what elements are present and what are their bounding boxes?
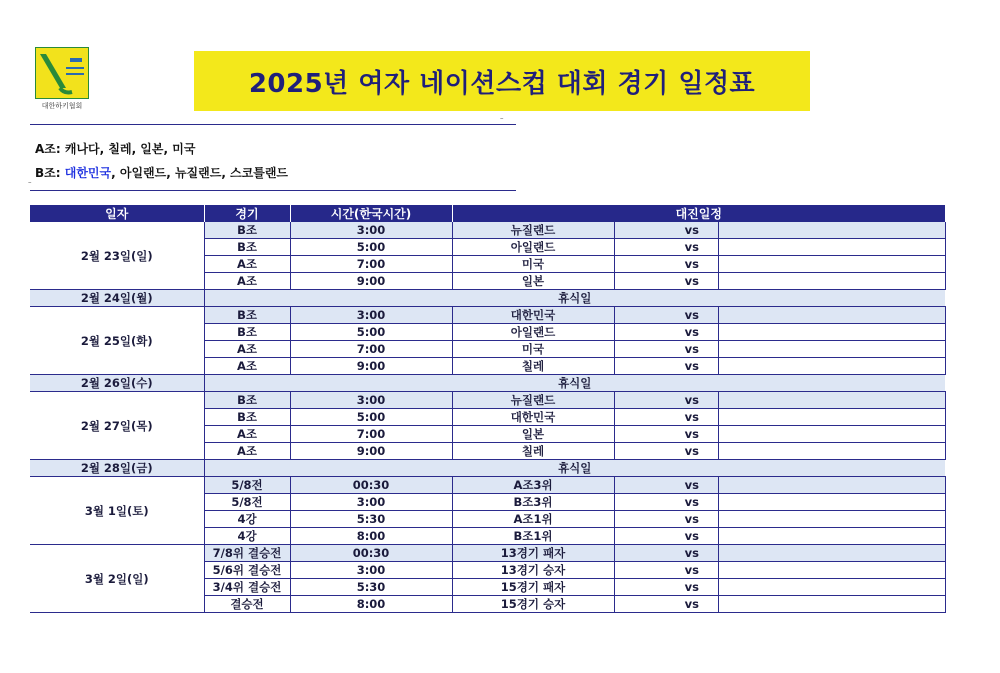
spacer-cell [614, 341, 666, 358]
vs-cell: vs [666, 392, 718, 409]
vs-cell: vs [666, 341, 718, 358]
date-cell: 3월 2일(일) [30, 545, 204, 613]
spacer-cell [718, 426, 945, 443]
home-team-cell: 미국 [452, 341, 614, 358]
time-cell: 8:00 [290, 596, 452, 613]
match-type-cell: 5/8전 [204, 477, 290, 494]
match-row [30, 545, 945, 562]
match-row [30, 307, 945, 324]
spacer-cell [718, 562, 945, 579]
vs-cell: vs [666, 256, 718, 273]
home-team-cell: A조1위 [452, 511, 614, 528]
vs-cell: vs [666, 409, 718, 426]
spacer-cell [718, 477, 945, 494]
match-type-cell: 5/6위 결승전 [204, 562, 290, 579]
time-cell: 00:30 [290, 545, 452, 562]
vs-cell: vs [666, 222, 718, 239]
match-type-cell: B조 [204, 307, 290, 324]
match-type-cell: B조 [204, 222, 290, 239]
title-banner [194, 51, 810, 111]
spacer-cell [614, 426, 666, 443]
time-cell: 5:00 [290, 324, 452, 341]
vs-cell: vs [666, 596, 718, 613]
vs-cell: vs [666, 528, 718, 545]
match-type-cell: 7/8위 결승전 [204, 545, 290, 562]
spacer-cell [718, 256, 945, 273]
spacer-cell [614, 511, 666, 528]
spacer-cell [718, 239, 945, 256]
date-cell: 2월 23일(일) [30, 222, 204, 290]
spacer-cell [614, 443, 666, 460]
spacer-cell [614, 256, 666, 273]
rest-day-label: 휴식일 [204, 290, 945, 307]
time-cell: 9:00 [290, 358, 452, 375]
date-cell: 2월 28일(금) [30, 460, 204, 477]
spacer-cell [614, 273, 666, 290]
time-cell: 3:00 [290, 392, 452, 409]
rest-day-row [30, 290, 945, 307]
spacer-cell [718, 511, 945, 528]
home-team-cell: B조3위 [452, 494, 614, 511]
group-b-highlight-team: 대한민국 [64, 166, 112, 180]
divider-top [30, 124, 516, 125]
home-team-cell: 13경기 승자 [452, 562, 614, 579]
association-logo [35, 47, 89, 114]
match-type-cell: A조 [204, 426, 290, 443]
spacer-cell [718, 358, 945, 375]
home-team-cell: 13경기 패자 [452, 545, 614, 562]
time-cell: 9:00 [290, 273, 452, 290]
home-team-cell: 15경기 패자 [452, 579, 614, 596]
home-team-cell: 15경기 승자 [452, 596, 614, 613]
vs-cell: vs [666, 562, 718, 579]
date-cell: 2월 25일(화) [30, 307, 204, 375]
vs-cell: vs [666, 239, 718, 256]
match-row [30, 477, 945, 494]
match-type-cell: A조 [204, 273, 290, 290]
spacer-cell [614, 545, 666, 562]
match-type-cell: A조 [204, 443, 290, 460]
vs-cell: vs [666, 545, 718, 562]
spacer-cell [718, 596, 945, 613]
group-b-line [35, 164, 288, 181]
group-a-teams: 캐나다, 칠레, 일본, 미국 [64, 142, 196, 156]
match-type-cell: 5/8전 [204, 494, 290, 511]
match-type-cell: 4강 [204, 511, 290, 528]
time-cell: 3:00 [290, 494, 452, 511]
rest-day-label: 휴식일 [204, 460, 945, 477]
vs-cell: vs [666, 307, 718, 324]
match-type-cell: 결승전 [204, 596, 290, 613]
home-team-cell: 칠레 [452, 358, 614, 375]
time-cell: 9:00 [290, 443, 452, 460]
match-row [30, 392, 945, 409]
vs-cell: vs [666, 477, 718, 494]
hockey-logo-icon [35, 47, 89, 99]
group-b-label: B조: [35, 166, 61, 180]
spacer-cell [718, 307, 945, 324]
vs-cell: vs [666, 494, 718, 511]
match-type-cell: B조 [204, 392, 290, 409]
match-type-cell: 3/4위 결승전 [204, 579, 290, 596]
home-team-cell: 미국 [452, 256, 614, 273]
match-type-cell: A조 [204, 358, 290, 375]
spacer-cell [718, 545, 945, 562]
spacer-cell [614, 477, 666, 494]
rest-day-label: 휴식일 [204, 375, 945, 392]
home-team-cell: 일본 [452, 426, 614, 443]
time-cell: 8:00 [290, 528, 452, 545]
time-cell: 3:00 [290, 562, 452, 579]
spacer-cell [614, 324, 666, 341]
spacer-cell [614, 392, 666, 409]
header-date: 일자 [30, 205, 204, 222]
spacer-cell [614, 528, 666, 545]
group-b-teams: , 아일랜드, 뉴질랜드, 스코틀랜드 [111, 166, 289, 180]
time-cell: 5:00 [290, 409, 452, 426]
time-cell: 3:00 [290, 307, 452, 324]
header-time: 시간(한국시간) [290, 205, 452, 222]
time-cell: 3:00 [290, 222, 452, 239]
spacer-cell [614, 494, 666, 511]
spacer-cell [718, 222, 945, 239]
vs-cell: vs [666, 358, 718, 375]
match-type-cell: B조 [204, 239, 290, 256]
spacer-cell [718, 528, 945, 545]
time-cell: 00:30 [290, 477, 452, 494]
time-cell: 7:00 [290, 426, 452, 443]
spacer-cell [614, 562, 666, 579]
schedule-body [30, 222, 945, 613]
rest-day-row [30, 460, 945, 477]
spacer-cell [614, 307, 666, 324]
spacer-cell [718, 273, 945, 290]
vs-cell: vs [666, 426, 718, 443]
match-type-cell: A조 [204, 341, 290, 358]
home-team-cell: 칠레 [452, 443, 614, 460]
dash-mark: – [500, 114, 504, 122]
schedule-table [30, 205, 945, 613]
vs-cell: vs [666, 579, 718, 596]
spacer-cell [718, 579, 945, 596]
rest-day-row [30, 375, 945, 392]
home-team-cell: B조1위 [452, 528, 614, 545]
spacer-cell [718, 443, 945, 460]
date-cell: 2월 27일(목) [30, 392, 204, 460]
match-type-cell: B조 [204, 409, 290, 426]
home-team-cell: 아일랜드 [452, 324, 614, 341]
spacer-cell [614, 239, 666, 256]
logo-caption: 대한하키협회 [41, 102, 83, 110]
home-team-cell: 대한민국 [452, 409, 614, 426]
spacer-cell [718, 324, 945, 341]
group-a-line [35, 140, 195, 157]
time-cell: 5:30 [290, 579, 452, 596]
spacer-cell [614, 409, 666, 426]
time-cell: 5:00 [290, 239, 452, 256]
match-type-cell: 4강 [204, 528, 290, 545]
vs-cell: vs [666, 324, 718, 341]
spacer-cell [614, 358, 666, 375]
spacer-cell [718, 341, 945, 358]
spacer-cell [718, 409, 945, 426]
time-cell: 7:00 [290, 256, 452, 273]
spacer-cell [718, 494, 945, 511]
vs-cell: vs [666, 273, 718, 290]
table-header-row [30, 205, 945, 222]
date-cell: 2월 24일(월) [30, 290, 204, 307]
match-row [30, 222, 945, 239]
vs-cell: vs [666, 511, 718, 528]
home-team-cell: 아일랜드 [452, 239, 614, 256]
divider-bottom [30, 190, 516, 191]
home-team-cell: 대한민국 [452, 307, 614, 324]
match-type-cell: B조 [204, 324, 290, 341]
vs-cell: vs [666, 443, 718, 460]
group-a-label: A조: [35, 142, 61, 156]
page-title: 2025년 여자 네이션스컵 대회 경기 일정표 [248, 68, 756, 99]
home-team-cell: A조3위 [452, 477, 614, 494]
home-team-cell: 일본 [452, 273, 614, 290]
spacer-cell [614, 596, 666, 613]
date-cell: 2월 26일(수) [30, 375, 204, 392]
spacer-cell [718, 392, 945, 409]
header-fixture: 대진일정 [452, 205, 945, 222]
dash-mark-left: – [28, 178, 32, 186]
header-match: 경기 [204, 205, 290, 222]
match-type-cell: A조 [204, 256, 290, 273]
date-cell: 3월 1일(토) [30, 477, 204, 545]
time-cell: 7:00 [290, 341, 452, 358]
time-cell: 5:30 [290, 511, 452, 528]
spacer-cell [614, 222, 666, 239]
home-team-cell: 뉴질랜드 [452, 222, 614, 239]
spacer-cell [614, 579, 666, 596]
home-team-cell: 뉴질랜드 [452, 392, 614, 409]
